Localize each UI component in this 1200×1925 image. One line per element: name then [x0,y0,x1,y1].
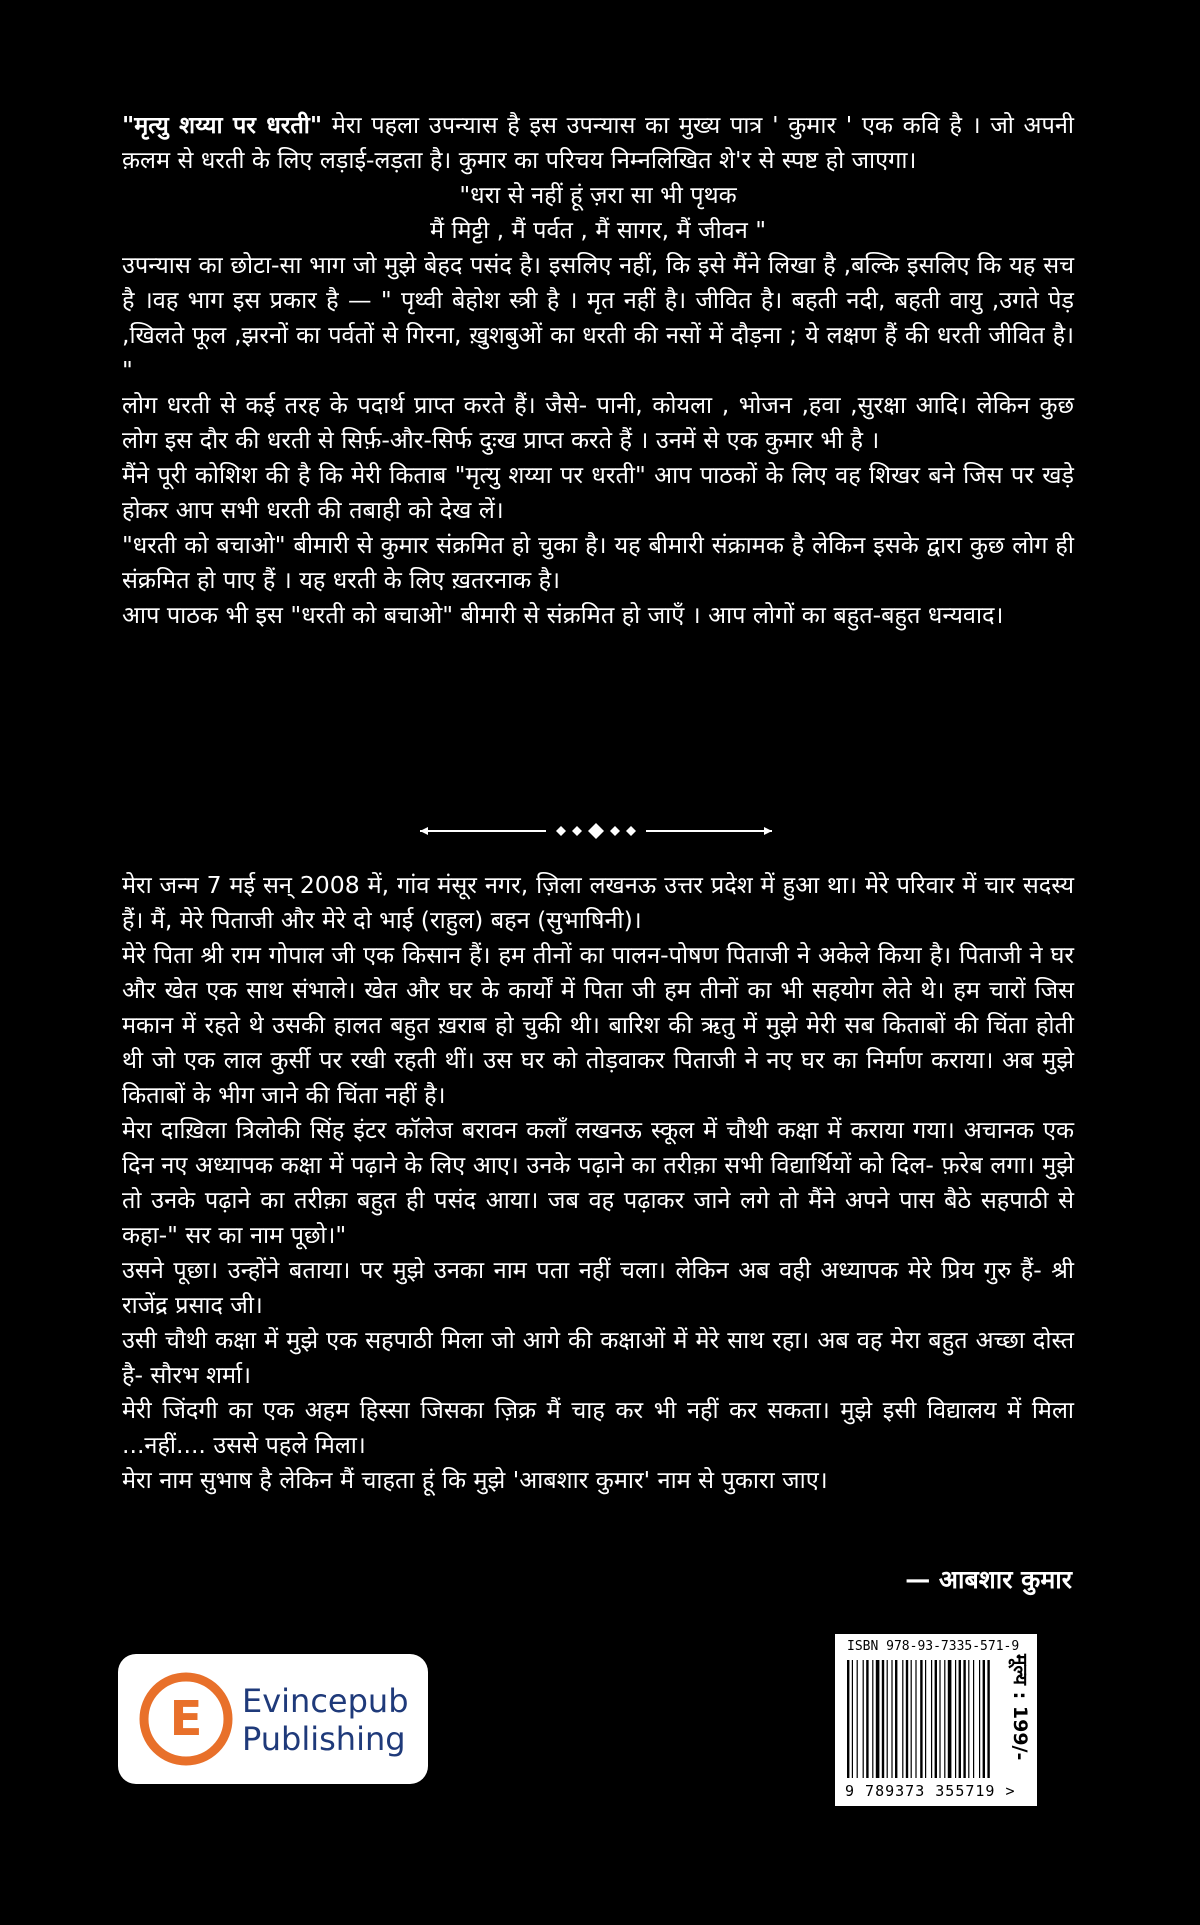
paragraph-father: मेरे पिता श्री राम गोपाल जी एक किसान हैं। हम तीनों का पालन-पोषण पिताजी ने अकेले किया है। पिताजी ने घर और खेत एक साथ संभाले। खेत और घर के कार्यों में पिता जी हम तीनों का भी सहयोग लेते थे। हम चारों जिस मकान में रहते थे उसकी हालत बहुत ख़राब हो चुकी थी। बारिश की ऋतु में मुझे मेरी सब किताबों की चिंता होती थी जो एक लाल कुर्सी पर रखी रहती थीं। उस घर को तोड़वाकर पिताजी ने नए घर का निर्माण कराया। अब मुझे किताबों के भीग जाने की चिंता नहीं है। [122,941,1074,1109]
poem-line-2: मैं मिट्टी , मैं पर्वत , मैं सागर, मैं जीवन " [429,216,767,244]
author-signature: — आबशार कुमार [905,1565,1072,1594]
paragraph-life: मेरी जिंदगी का एक अहम हिस्सा जिसका ज़िक्र मैं चाह कर भी नहीं कर सकता। मुझे इसी विद्यालय में मिला ...नहीं.... उससे पहले मिला। [122,1396,1074,1459]
isbn-label: ISBN 978-93-7335-571-9 [847,1639,1020,1654]
isbn-barcode-box [835,1634,1037,1806]
paragraph-effort: मैंने पूरी कोशिश की है कि मेरी किताब "मृत्यु शय्या पर धरती" आप पाठकों के लिए वह शिखर बने जिस पर खड़े होकर आप सभी धरती की तबाही को देख लें। [122,461,1074,524]
publisher-name-line1: Evincepub [242,1682,409,1720]
publisher-logo [118,1654,428,1784]
paragraph-thanks: आप पाठक भी इस "धरती को बचाओ" बीमारी से संक्रमित हो जाएँ । आप लोगों का बहुत-बहुत धन्यवाद। [122,601,1004,629]
price-label: मूल्य : 199/- [1009,1654,1031,1761]
paragraph-teacher: उसने पूछा। उन्होंने बताया। पर मुझे उनका नाम पता नहीं चला। लेकिन अब वही अध्यापक मेरे प्रिय गुरु हैं- श्री राजेंद्र प्रसाद जी। [122,1256,1074,1319]
paragraph-birth: मेरा जन्म 7 मई सन् 2008 में, गांव मंसूर नगर, ज़िला लखनऊ उत्तर प्रदेश में हुआ था। मेरे परिवार में चार सदस्य हैं। मैं, मेरे पिताजी और मेरे दो भाई (राहुल) बहन (सुभाषिनी)। [122,871,1074,934]
paragraph-excerpt: उपन्यास का छोटा-सा भाग जो मुझे बेहद पसंद है। इसलिए नहीं, कि इसे मैंने लिखा है ,बल्कि इसलिए कि यह सच है ।वह भाग इस प्रकार है — " पृथ्वी बेहोश स्त्री है । मृत नहीं है। जीवित है। बहती नदी, बहती वायु ,उगते पेड़ ,खिलते फूल ,झरनों का पर्वतों से गिरना, ख़ुशबुओं का धरती की नसों में दौड़ना ; ये लक्षण हैं की धरती जीवित है। " [122,251,1074,384]
paragraph-friend: उसी चौथी कक्षा में मुझे एक सहपाठी मिला जो आगे की कक्षाओं में मेरे साथ रहा। अब वह मेरा बहुत अच्छा दोस्त है- सौरभ शर्मा। [122,1326,1074,1389]
paragraph-name: मेरा नाम सुभाष है लेकिन मैं चाहता हूं कि मुझे 'आबशार कुमार' नाम से पुकारा जाए। [122,1466,828,1494]
ornament-divider [420,820,772,842]
publisher-e-icon [138,1671,234,1767]
publisher-name-line2: Publishing [242,1720,406,1758]
paragraph-substances: लोग धरती से कई तरह के पदार्थ प्राप्त करते हैं। जैसे- पानी, कोयला , भोजन ,हवा ,सुरक्षा आदि। लेकिन कुछ लोग इस दौर की धरती से सिर्फ़-और-सिर्फ दुःख प्राप्त करते हैं । उनमें से एक कुमार भी है । [122,391,1074,454]
isbn-digits: 9 789373 355719 > [845,1782,1016,1800]
novel-title: "मृत्यु शय्या पर धरती" [122,111,323,139]
svg-text:E: E [169,1691,203,1747]
paragraph-school: मेरा दाख़िला त्रिलोकी सिंह इंटर कॉलेज बरावन कलाँ लखनऊ स्कूल में चौथी कक्षा में कराया गया। अचानक एक दिन नए अध्यापक कक्षा में पढ़ाने के लिए आए। उनके पढ़ाने का तरीक़ा सभी विद्यार्थियों को दिल- फ़रेब लगा। मुझे तो उनके पढ़ाने का तरीक़ा बहुत ही पसंद आया। जब वह पढ़ाकर जाने लगे तो मैंने अपने पास बैठे सहपाठी से कहा-" सर का नाम पूछो।" [122,1116,1074,1249]
barcode-icon [847,1660,1002,1778]
intro-paragraph: "मृत्यु शय्या पर धरती" मेरा पहला उपन्यास है इस उपन्यास का मुख्य पात्र ' कुमार ' एक कवि है । जो अपनी क़लम से धरती के लिए लड़ाई-लड़ता है। कुमार का परिचय निम्नलिखित शे'र से स्पष्ट हो जाएगा। [122,111,1074,174]
bottom-text-block [122,868,1074,1498]
paragraph-disease: "धरती को बचाओ" बीमारी से कुमार संक्रमित हो चुका है। यह बीमारी संक्रामक है लेकिन इसके द्वारा कुछ लोग ही संक्रमित हो पाए हैं । यह धरती के लिए ख़तरनाक है। [122,531,1074,594]
top-text-block [122,108,1074,633]
poem-line-1: "धरा से नहीं हूं ज़रा सा भी पृथक [459,181,737,209]
